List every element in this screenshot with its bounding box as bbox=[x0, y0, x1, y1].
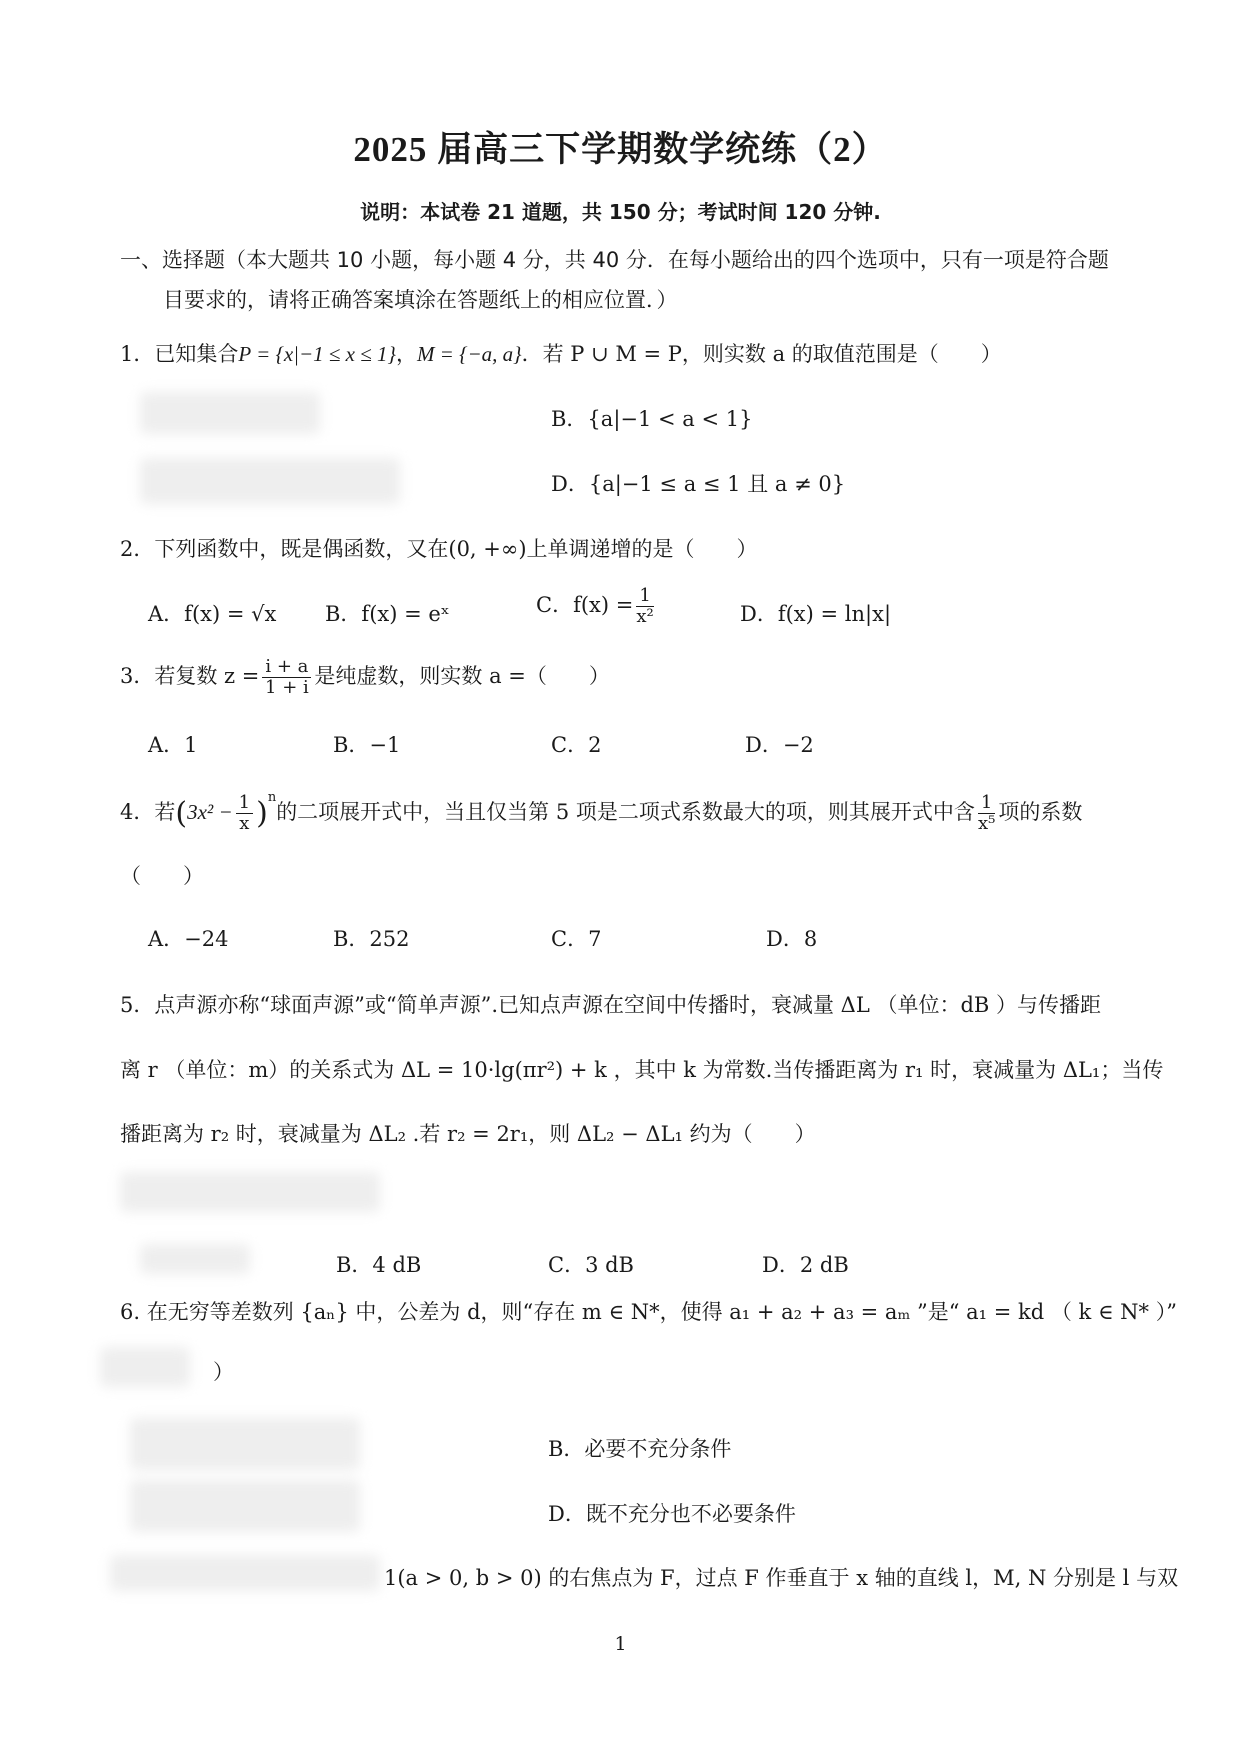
question-number: 3． bbox=[120, 664, 155, 688]
fraction bbox=[236, 793, 253, 834]
question-stem: 点声源亦称“球面声源”或“简单声源”.已知点声源在空间中传播时，衰减量 ΔL （单位：dB ）与传播距 bbox=[154, 993, 1102, 1017]
right-paren: ) bbox=[256, 796, 268, 831]
numerator: 1 bbox=[236, 793, 253, 814]
term-fraction bbox=[978, 793, 995, 834]
option-c: C．2 bbox=[551, 733, 602, 757]
option-d: D．−2 bbox=[745, 733, 814, 757]
section-heading-line2: 目要求的，请将正确答案填涂在答题纸上的相应位置．） bbox=[163, 288, 678, 312]
numerator: i + a bbox=[262, 657, 311, 678]
section-heading-line1: 一、选择题（本大题共 10 小题，每小题 4 分，共 40 分．在每小题给出的四个选项中，只有一项是符合题 bbox=[120, 248, 1109, 272]
question-stem-middle: 的二项展开式中，当且仅当第 5 项是二项式系数最大的项，则其展开式中含 bbox=[276, 800, 975, 824]
denominator: x⁵ bbox=[977, 813, 996, 834]
answer-blank: （ ） bbox=[120, 864, 204, 888]
question-5-line2: 离 r （单位：m）的关系式为 ΔL = 10·lg(πr²) + k ，其中 k 为常数.当传播距离为 r₁ 时，衰减量为 ΔL₁；当传 bbox=[120, 1058, 1164, 1082]
option-b: B．4 dB bbox=[336, 1253, 422, 1277]
page-number: 1 bbox=[614, 1633, 627, 1655]
question-stem: 已知集合 bbox=[154, 342, 239, 366]
question-stem-tail: ．若 P ∪ M = P，则实数 a 的取值范围是（ ） bbox=[521, 342, 1002, 366]
denominator: x² bbox=[636, 606, 654, 627]
redacted-option-a bbox=[140, 1244, 250, 1274]
redacted-option-a-top bbox=[120, 1172, 380, 1212]
option-b: B．252 bbox=[333, 927, 410, 951]
option-c bbox=[536, 586, 657, 627]
redacted-option-a bbox=[130, 1418, 360, 1470]
set-m: M = {−a, a} bbox=[416, 342, 522, 366]
question-1 bbox=[120, 338, 1002, 368]
question-6-line1: 6. 在无穷等差数列 {aₙ} 中，公差为 d，则“存在 m ∈ N*，使得 a₁ + a₂ + a₃ = aₘ ”是“ a₁ = kd （ k ∈ N* ）” bbox=[120, 1300, 1177, 1324]
question-5-line3: 播距离为 r₂ 时，衰减量为 ΔL₂ .若 r₂ = 2r₁，则 ΔL₂ − ΔL₁ 约为（ ） bbox=[120, 1122, 816, 1146]
numerator: 1 bbox=[636, 586, 653, 607]
option-b: B．−1 bbox=[333, 733, 401, 757]
fraction bbox=[262, 657, 311, 698]
option-c: C．3 dB bbox=[548, 1253, 634, 1277]
question-stem: 若复数 z = bbox=[154, 664, 260, 688]
option-d: D．f(x) = ln|x| bbox=[740, 602, 892, 626]
question-stem-tail: 是纯虚数，则实数 a =（ ） bbox=[314, 664, 610, 688]
redacted-question-7-start bbox=[110, 1555, 380, 1591]
question-stem: 若 bbox=[154, 800, 176, 824]
option-b: B．{a|−1 < a < 1} bbox=[551, 407, 753, 431]
option-b: B．f(x) = eˣ bbox=[325, 602, 450, 626]
question-7-line1: 1(a > 0, b > 0) 的右焦点为 F，过点 F 作垂直于 x 轴的直线 l，M, N 分别是 l 与双 bbox=[384, 1566, 1179, 1590]
left-paren: ( bbox=[175, 796, 188, 831]
redacted-text bbox=[100, 1347, 190, 1387]
option-a: A．1 bbox=[148, 733, 198, 757]
denominator: 1 + i bbox=[265, 677, 309, 698]
redacted-option-c bbox=[130, 1480, 360, 1532]
option-d: D．8 bbox=[766, 927, 818, 951]
option-d: D．2 dB bbox=[762, 1253, 849, 1277]
question-number: 1． bbox=[120, 342, 155, 366]
binomial-expression: 3x² − bbox=[187, 800, 233, 824]
question-4 bbox=[120, 790, 1082, 834]
exam-instructions: 说明：本试卷 21 道题，共 150 分；考试时间 120 分钟. bbox=[360, 200, 881, 224]
fraction bbox=[636, 586, 653, 627]
question-stem-tail: 项的系数 bbox=[998, 800, 1083, 824]
option-c: C．7 bbox=[551, 927, 602, 951]
option-a: A．f(x) = √x bbox=[148, 602, 277, 626]
question-number: 2． bbox=[120, 537, 155, 561]
question-number: 4． bbox=[120, 800, 155, 824]
numerator: 1 bbox=[978, 793, 995, 814]
exponent: n bbox=[267, 790, 277, 805]
question-5-line1 bbox=[120, 989, 1101, 1019]
exam-title: 2025 届高三下学期数学统练（2） bbox=[353, 130, 888, 169]
question-6-line2: ） bbox=[213, 1360, 234, 1384]
option-d: D．{a|−1 ≤ a ≤ 1 且 a ≠ 0} bbox=[551, 472, 846, 496]
question-stem: 下列函数中，既是偶函数，又在(0, +∞)上单调递增的是（ ） bbox=[154, 537, 758, 561]
question-number: 5． bbox=[120, 993, 155, 1017]
question-2 bbox=[120, 533, 758, 563]
option-label: C．f(x) = bbox=[536, 593, 634, 617]
denominator: x bbox=[239, 813, 250, 834]
redacted-option-a bbox=[140, 392, 320, 434]
redacted-option-c bbox=[140, 458, 400, 504]
option-b: B．必要不充分条件 bbox=[548, 1437, 732, 1461]
option-d: D．既不充分也不必要条件 bbox=[548, 1502, 796, 1526]
question-3 bbox=[120, 657, 610, 698]
option-a: A．−24 bbox=[148, 927, 229, 951]
separator: ， bbox=[395, 342, 417, 366]
set-p: P = {x|−1 ≤ x ≤ 1} bbox=[238, 342, 396, 366]
